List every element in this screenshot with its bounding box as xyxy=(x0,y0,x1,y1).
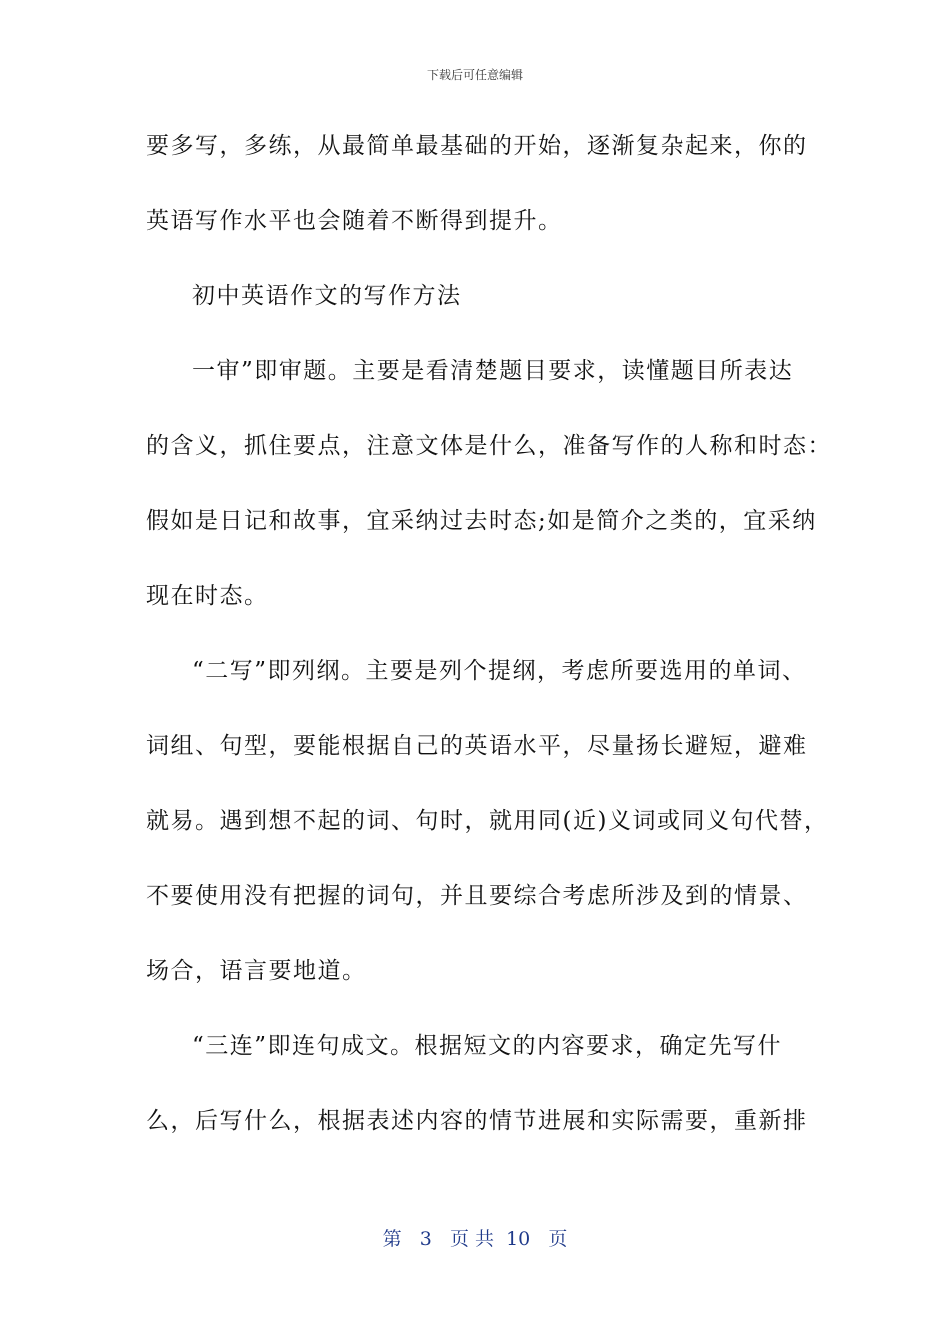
text-line: 假如是日记和故事，宜采纳过去时态;如是简介之类的，宜采纳 xyxy=(146,508,817,534)
text-line: 一审”即审题。主要是看清楚题目要求，读懂题目所表达 xyxy=(192,358,794,384)
text-line: 现在时态。 xyxy=(146,583,269,609)
total-label: 页 共 xyxy=(449,1228,494,1250)
page-footer xyxy=(0,1224,950,1251)
total-pages-number: 10 xyxy=(506,1228,531,1250)
text-line: “三连”即连句成文。根据短文的内容要求，确定先写什 xyxy=(192,1033,783,1059)
document-body xyxy=(146,120,832,1170)
text-line: 词组、句型，要能根据自己的英语水平，尽量扬长避短，避难 xyxy=(146,733,808,759)
section-heading: 初中英语作文的写作方法 xyxy=(192,283,462,309)
text-line: 要多写，多练，从最简单最基础的开始，逐渐复杂起来，你的 xyxy=(146,133,808,159)
text-line: 场合，语言要地道。 xyxy=(146,958,367,984)
text-line: 的含义，抓住要点，注意文体是什么，准备写作的人称和时态： xyxy=(146,433,832,459)
page-end-label: 页 xyxy=(548,1228,568,1250)
text-line: 就易。遇到想不起的词、句时，就用同(近)义词或同义句代替， xyxy=(146,808,829,834)
current-page-number: 3 xyxy=(419,1228,432,1250)
text-line: “二写”即列纲。主要是列个提纲，考虑所要选用的单词、 xyxy=(192,658,807,684)
text-line: 不要使用没有把握的词句，并且要综合考虑所涉及到的情景、 xyxy=(146,883,808,909)
page-label: 第 xyxy=(382,1228,402,1250)
page-header: 下载后可任意编辑 xyxy=(426,68,523,82)
text-line: 英语写作水平也会随着不断得到提升。 xyxy=(146,208,563,234)
text-line: 么，后写什么，根据表述内容的情节进展和实际需要，重新排 xyxy=(146,1108,808,1134)
